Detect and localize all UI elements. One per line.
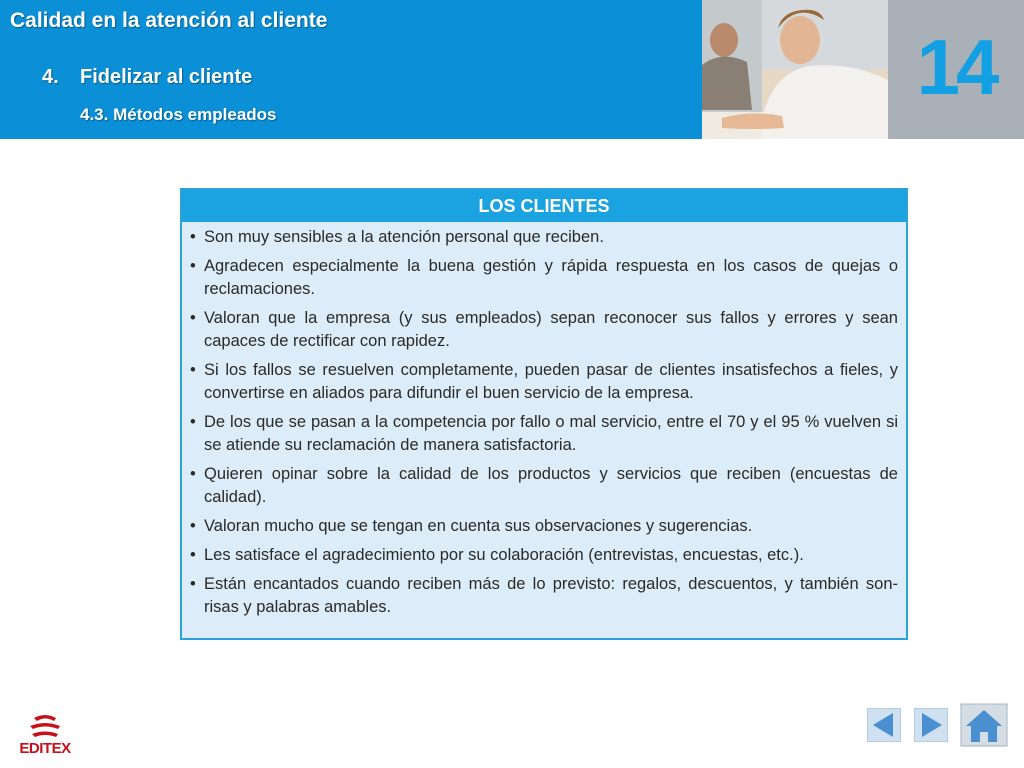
list-item-text: Quieren opinar sobre la calidad de los productos y servicios que reciben (encuestas de calidad). <box>204 465 898 506</box>
list-item-text: Valoran que la empresa (y sus empleados) sepan reconocer sus fallos y errores y sean capaces de rectificar con rapidez. <box>204 309 898 350</box>
bullet: • <box>190 575 196 593</box>
bullet: • <box>190 257 196 275</box>
presentation-title: Calidad en la atención al cliente <box>10 9 328 32</box>
list-item <box>190 307 898 353</box>
chapter-block <box>888 0 1024 139</box>
bullet: • <box>190 465 196 483</box>
list-item <box>190 544 898 567</box>
list-item-text: Valoran mucho que se tengan en cuenta sus observaciones y sugerencias. <box>204 517 753 535</box>
logo-text: EDITEX <box>19 740 71 757</box>
section-number: 4. <box>42 66 59 88</box>
list-item-text: Si los fallos se resuelven completamente, pueden pasar de clientes insatisfechos a fieles, y convertirse en aliados para difundir el buen servicio de la empresa. <box>204 361 898 402</box>
bullet: • <box>190 517 196 535</box>
list-item <box>190 573 898 619</box>
bullet: • <box>190 546 196 564</box>
home-icon <box>960 703 1008 747</box>
chapter-number: 14 <box>916 23 996 111</box>
list-item <box>190 463 898 509</box>
section-title: Fidelizar al cliente <box>80 66 253 88</box>
home-button[interactable] <box>960 703 1008 747</box>
header-band <box>0 0 702 139</box>
arrow-right-icon <box>914 708 948 742</box>
list-item <box>190 255 898 301</box>
bullet: • <box>190 228 196 246</box>
clientes-box <box>180 188 908 640</box>
list-item-text: De los que se pasan a la competencia por fallo o mal servicio, entre el 70 y el 95 % vuelven si se atiende su reclamación de manera satisfactoria. <box>204 413 898 454</box>
list-item-text: Les satisface el agradecimiento por su colaboración (entrevistas, encuestas, etc.). <box>204 546 804 564</box>
list-item <box>190 411 898 457</box>
bullet: • <box>190 309 196 327</box>
list-item-text: Están encantados cuando reciben más de lo previsto: regalos, descuentos, y también son-risas y palabras amables. <box>204 575 898 616</box>
editex-logo <box>10 712 80 760</box>
list-item-text: Agradecen especialmente la buena gestión y rápida respuesta en los casos de quejas o reclamaciones. <box>204 257 898 298</box>
arrow-left-icon <box>867 708 901 742</box>
list-item <box>190 515 898 538</box>
subsection-title: 4.3. Métodos empleados <box>80 105 277 124</box>
previous-slide-button[interactable] <box>867 708 901 742</box>
bullet: • <box>190 413 196 431</box>
bullet: • <box>190 361 196 379</box>
next-slide-button[interactable] <box>914 708 948 742</box>
list-item <box>190 226 898 249</box>
editex-e-icon <box>10 712 80 742</box>
list-item-text: Son muy sensibles a la atención personal que reciben. <box>204 228 604 246</box>
business-meeting-photo <box>702 0 888 139</box>
clientes-list <box>182 222 906 619</box>
header-photo <box>702 0 888 139</box>
box-title: LOS CLIENTES <box>182 190 906 222</box>
list-item <box>190 359 898 405</box>
